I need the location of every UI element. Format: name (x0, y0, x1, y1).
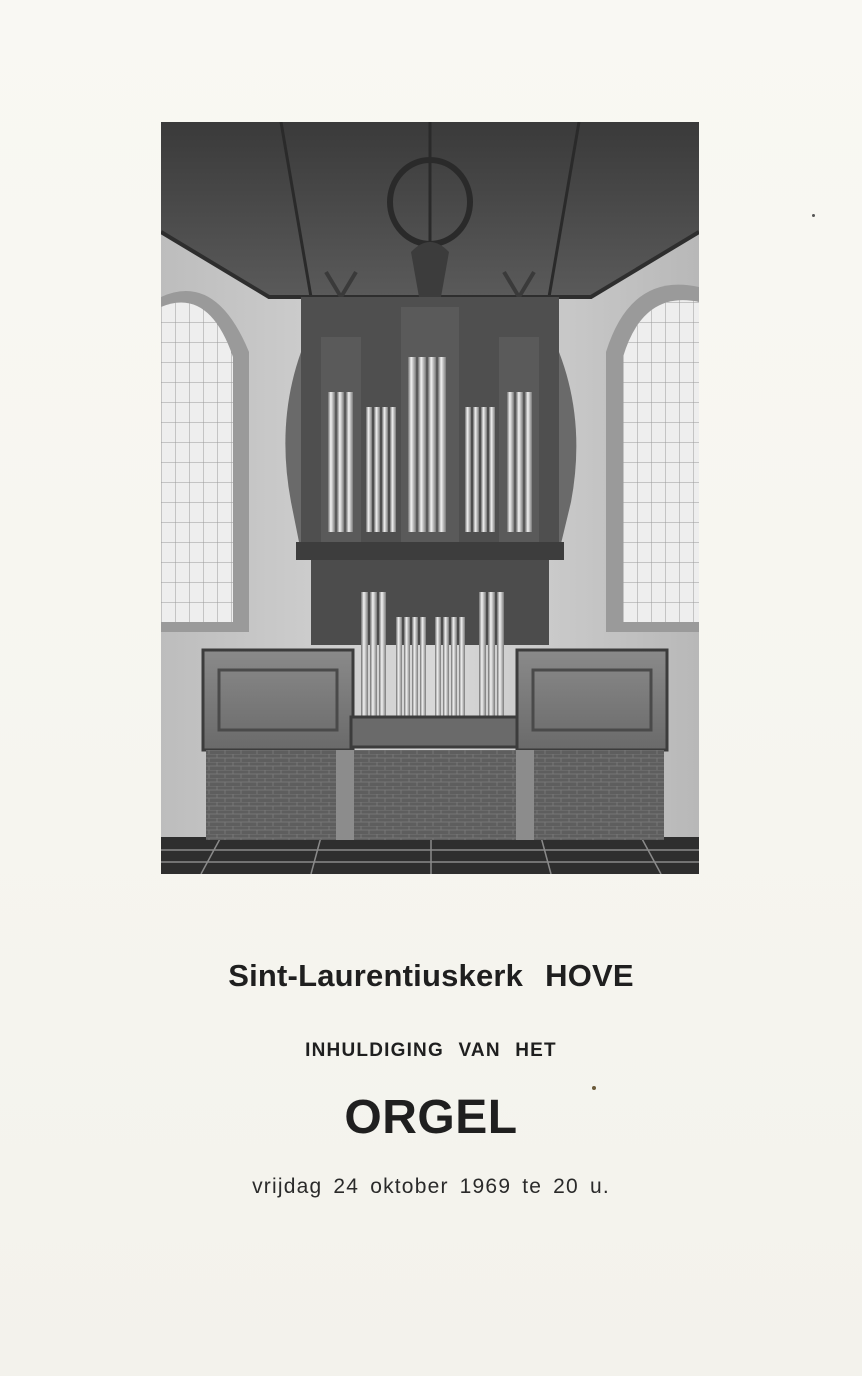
organ-photo-drawing (161, 122, 699, 874)
event-date: vrijdag 24 oktober 1969 te 20 u. (252, 1175, 610, 1198)
event-subtitle: INHULDIGING VAN HET (305, 1040, 557, 1061)
paper-speck (592, 1086, 596, 1090)
event-title: ORGEL (344, 1091, 518, 1144)
organ-photo (161, 122, 699, 874)
church-name: Sint-Laurentiuskerk (228, 958, 524, 993)
paper-speck (812, 214, 815, 217)
church-place: HOVE (545, 958, 634, 993)
church-heading (0, 958, 862, 994)
